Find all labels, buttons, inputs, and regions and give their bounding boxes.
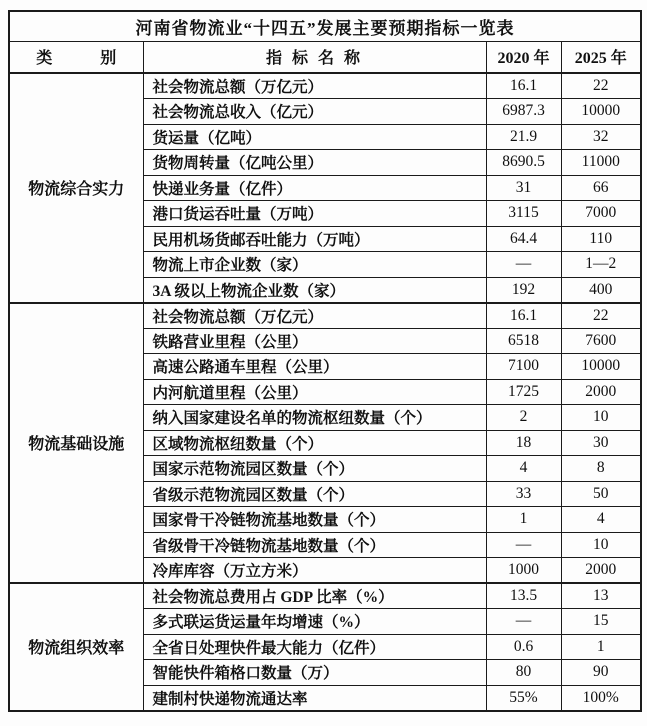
value-2025-cell: 32 (561, 124, 641, 150)
indicator-name-cell: 快递业务量（亿件） (143, 175, 486, 201)
value-2025-cell: 13 (561, 583, 641, 609)
value-2020-cell: — (486, 609, 561, 635)
indicator-name-cell: 物流上市企业数（家） (143, 252, 486, 278)
indicator-name-cell: 3A 级以上物流企业数（家） (143, 277, 486, 303)
indicator-name-cell: 社会物流总收入（亿元） (143, 99, 486, 125)
category-cell: 物流组织效率 (9, 583, 143, 711)
value-2025-cell: 110 (561, 226, 641, 252)
table-title: 河南省物流业“十四五”发展主要预期指标一览表 (9, 11, 641, 41)
value-2020-cell: 1725 (486, 379, 561, 405)
value-2025-cell: 50 (561, 481, 641, 507)
table-row (9, 583, 641, 609)
col-header-indicator: 指 标 名 称 (143, 41, 486, 73)
indicator-name-cell: 社会物流总额（万亿元） (143, 73, 486, 99)
indicator-name-cell: 国家示范物流园区数量（个） (143, 456, 486, 482)
value-2025-cell: 22 (561, 303, 641, 329)
value-2025-cell: 22 (561, 73, 641, 99)
value-2025-cell: 30 (561, 430, 641, 456)
indicator-name-cell: 多式联运货运量年均增速（%） (143, 609, 486, 635)
value-2025-cell: 10 (561, 532, 641, 558)
value-2020-cell: 192 (486, 277, 561, 303)
value-2020-cell: 6518 (486, 328, 561, 354)
value-2020-cell: — (486, 532, 561, 558)
indicator-name-cell: 国家骨干冷链物流基地数量（个） (143, 507, 486, 533)
indicator-name-cell: 内河航道里程（公里） (143, 379, 486, 405)
value-2020-cell: 3115 (486, 201, 561, 227)
value-2020-cell: 64.4 (486, 226, 561, 252)
title-row (9, 11, 641, 41)
value-2025-cell: 2000 (561, 558, 641, 584)
indicator-name-cell: 建制村快递物流通达率 (143, 685, 486, 711)
value-2020-cell: 13.5 (486, 583, 561, 609)
col-header-2020: 2020 年 (486, 41, 561, 73)
value-2025-cell: 7000 (561, 201, 641, 227)
value-2025-cell: 66 (561, 175, 641, 201)
indicator-name-cell: 区域物流枢纽数量（个） (143, 430, 486, 456)
col-header-2025: 2025 年 (561, 41, 641, 73)
value-2025-cell: 4 (561, 507, 641, 533)
col-header-category: 类 别 (9, 41, 143, 73)
value-2020-cell: 1 (486, 507, 561, 533)
value-2020-cell: 6987.3 (486, 99, 561, 125)
value-2020-cell: 55% (486, 685, 561, 711)
value-2025-cell: 90 (561, 660, 641, 686)
table-row (9, 303, 641, 329)
value-2025-cell: 10000 (561, 354, 641, 380)
value-2020-cell: 4 (486, 456, 561, 482)
value-2025-cell: 10000 (561, 99, 641, 125)
indicator-name-cell: 全省日处理快件最大能力（亿件） (143, 634, 486, 660)
indicator-name-cell: 纳入国家建设名单的物流枢纽数量（个） (143, 405, 486, 431)
value-2020-cell: 2 (486, 405, 561, 431)
value-2025-cell: 11000 (561, 150, 641, 176)
indicator-name-cell: 高速公路通车里程（公里） (143, 354, 486, 380)
value-2025-cell: 10 (561, 405, 641, 431)
value-2025-cell: 15 (561, 609, 641, 635)
table-row (9, 73, 641, 99)
indicator-name-cell: 省级示范物流园区数量（个） (143, 481, 486, 507)
value-2020-cell: 0.6 (486, 634, 561, 660)
value-2020-cell: 21.9 (486, 124, 561, 150)
value-2025-cell: 2000 (561, 379, 641, 405)
indicator-name-cell: 货运量（亿吨） (143, 124, 486, 150)
value-2020-cell: 7100 (486, 354, 561, 380)
indicator-name-cell: 铁路营业里程（公里） (143, 328, 486, 354)
value-2025-cell: 400 (561, 277, 641, 303)
value-2020-cell: 8690.5 (486, 150, 561, 176)
indicator-name-cell: 民用机场货邮吞吐能力（万吨） (143, 226, 486, 252)
category-cell: 物流综合实力 (9, 73, 143, 303)
value-2020-cell: 16.1 (486, 73, 561, 99)
indicator-name-cell: 货物周转量（亿吨公里） (143, 150, 486, 176)
value-2025-cell: 7600 (561, 328, 641, 354)
indicator-name-cell: 省级骨干冷链物流基地数量（个） (143, 532, 486, 558)
indicators-table (8, 10, 642, 712)
value-2020-cell: 1000 (486, 558, 561, 584)
value-2025-cell: 1 (561, 634, 641, 660)
indicator-name-cell: 冷库库容（万立方米） (143, 558, 486, 584)
value-2020-cell: 80 (486, 660, 561, 686)
value-2025-cell: 1—2 (561, 252, 641, 278)
indicator-name-cell: 社会物流总额（万亿元） (143, 303, 486, 329)
value-2020-cell: — (486, 252, 561, 278)
indicator-name-cell: 港口货运吞吐量（万吨） (143, 201, 486, 227)
header-row (9, 41, 641, 73)
value-2020-cell: 18 (486, 430, 561, 456)
category-cell: 物流基础设施 (9, 303, 143, 584)
indicator-name-cell: 智能快件箱格口数量（万） (143, 660, 486, 686)
value-2020-cell: 16.1 (486, 303, 561, 329)
value-2025-cell: 100% (561, 685, 641, 711)
value-2020-cell: 33 (486, 481, 561, 507)
value-2020-cell: 31 (486, 175, 561, 201)
indicator-name-cell: 社会物流总费用占 GDP 比率（%） (143, 583, 486, 609)
value-2025-cell: 8 (561, 456, 641, 482)
